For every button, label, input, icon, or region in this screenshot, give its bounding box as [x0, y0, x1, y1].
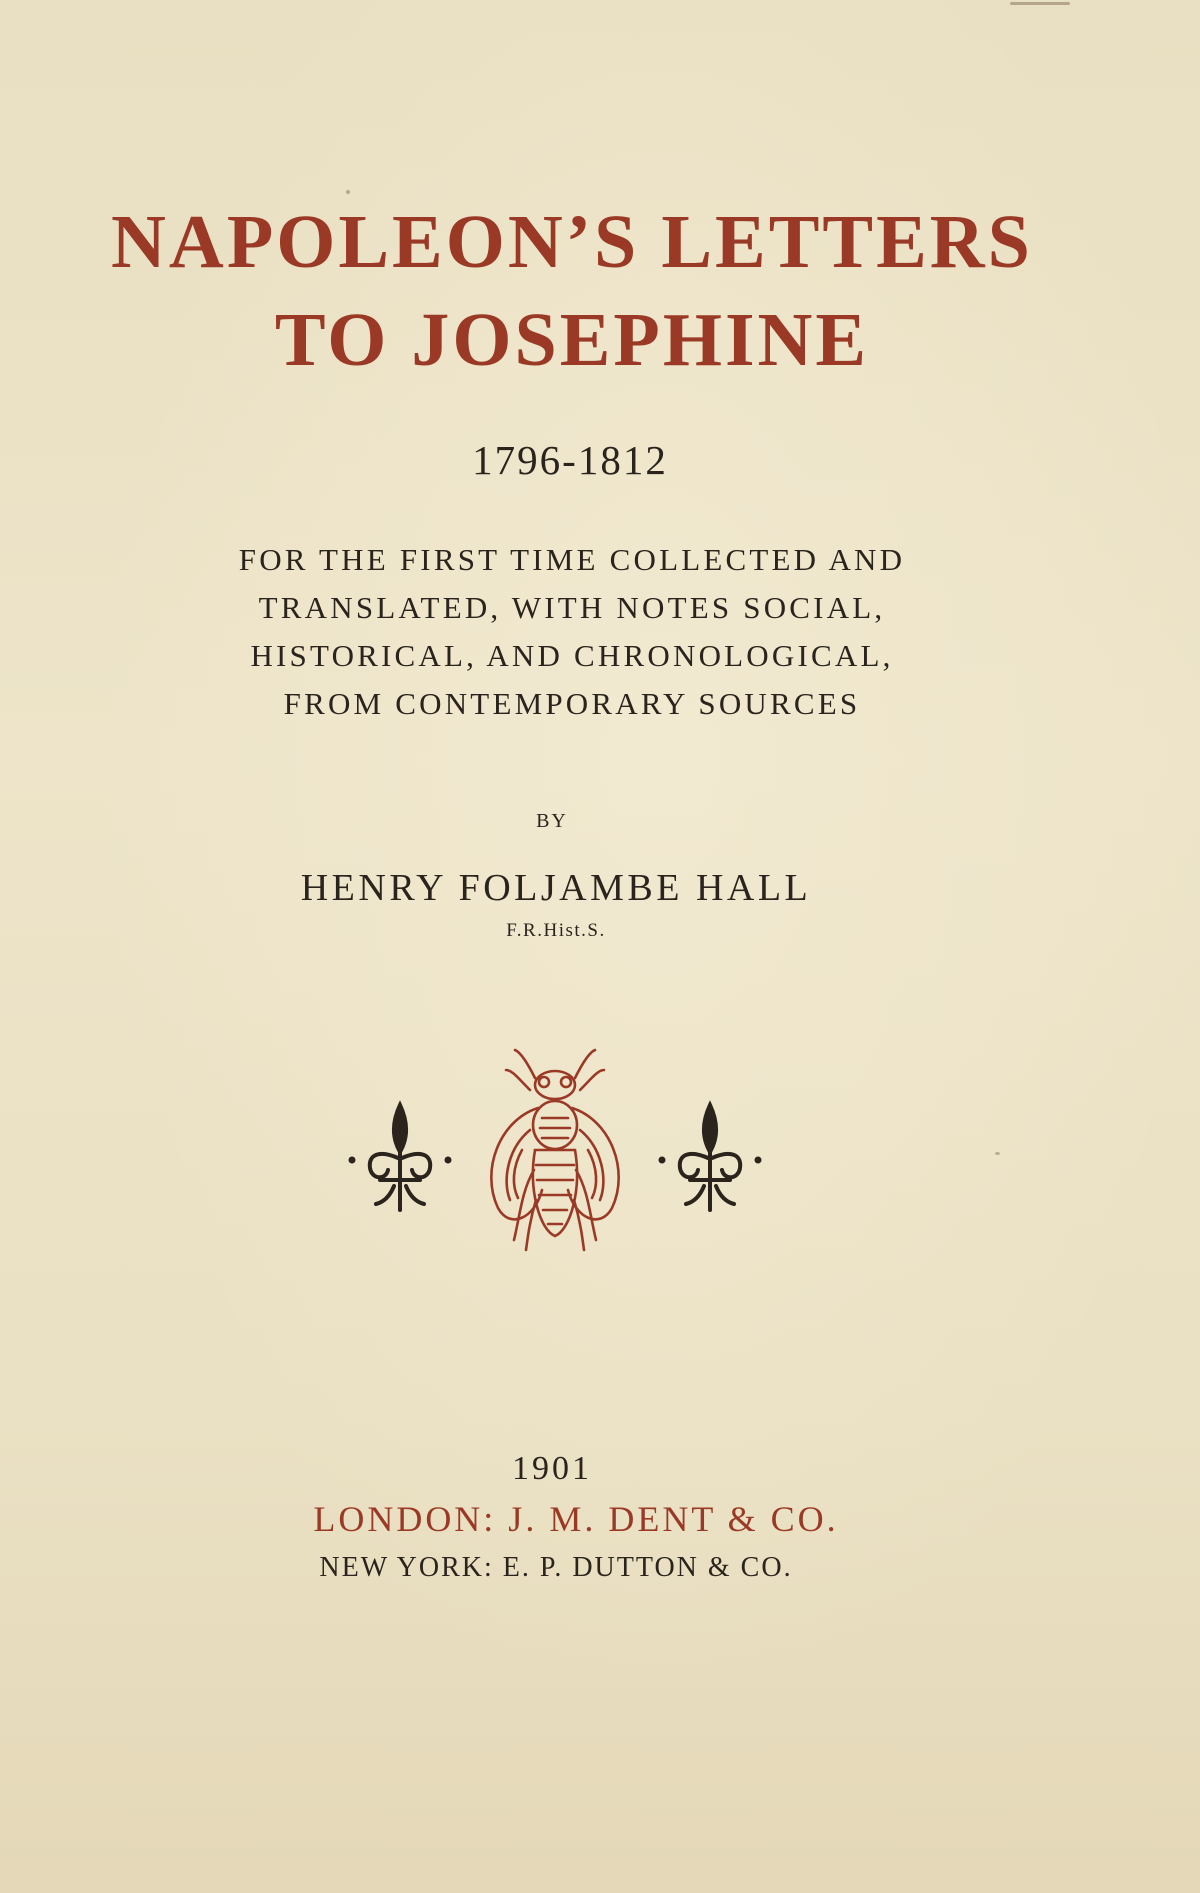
author-credential: F.R.Hist.S.	[506, 920, 606, 941]
ornament	[330, 1030, 780, 1260]
paper-speck	[1010, 2, 1070, 5]
subtitle-line-1: FOR THE FIRST TIME COLLECTED AND	[238, 542, 906, 577]
publication-year: 1901	[512, 1450, 592, 1487]
byline: BY	[536, 810, 568, 832]
paper-speck	[995, 1152, 1000, 1155]
title-line-2: TO JOSEPHINE	[274, 298, 870, 382]
fleur-de-lis-icon	[659, 1105, 762, 1210]
author-name: HENRY FOLJAMBE HALL	[300, 867, 812, 909]
title-line-1: NAPOLEON’S LETTERS	[111, 200, 1033, 284]
date-range: 1796-1812	[472, 437, 668, 483]
imprint-new-york: NEW YORK: E. P. DUTTON & CO.	[319, 1552, 793, 1583]
imprint-london: LONDON: J. M. DENT & CO.	[313, 1499, 839, 1539]
bee-icon	[491, 1050, 618, 1250]
paper-speck	[346, 190, 350, 194]
subtitle-line-3: HISTORICAL, AND CHRONOLOGICAL,	[250, 638, 894, 673]
subtitle-line-2: TRANSLATED, WITH NOTES SOCIAL,	[258, 590, 886, 625]
fleur-de-lis-icon	[349, 1105, 452, 1210]
subtitle-line-4: FROM CONTEMPORARY SOURCES	[283, 686, 861, 721]
